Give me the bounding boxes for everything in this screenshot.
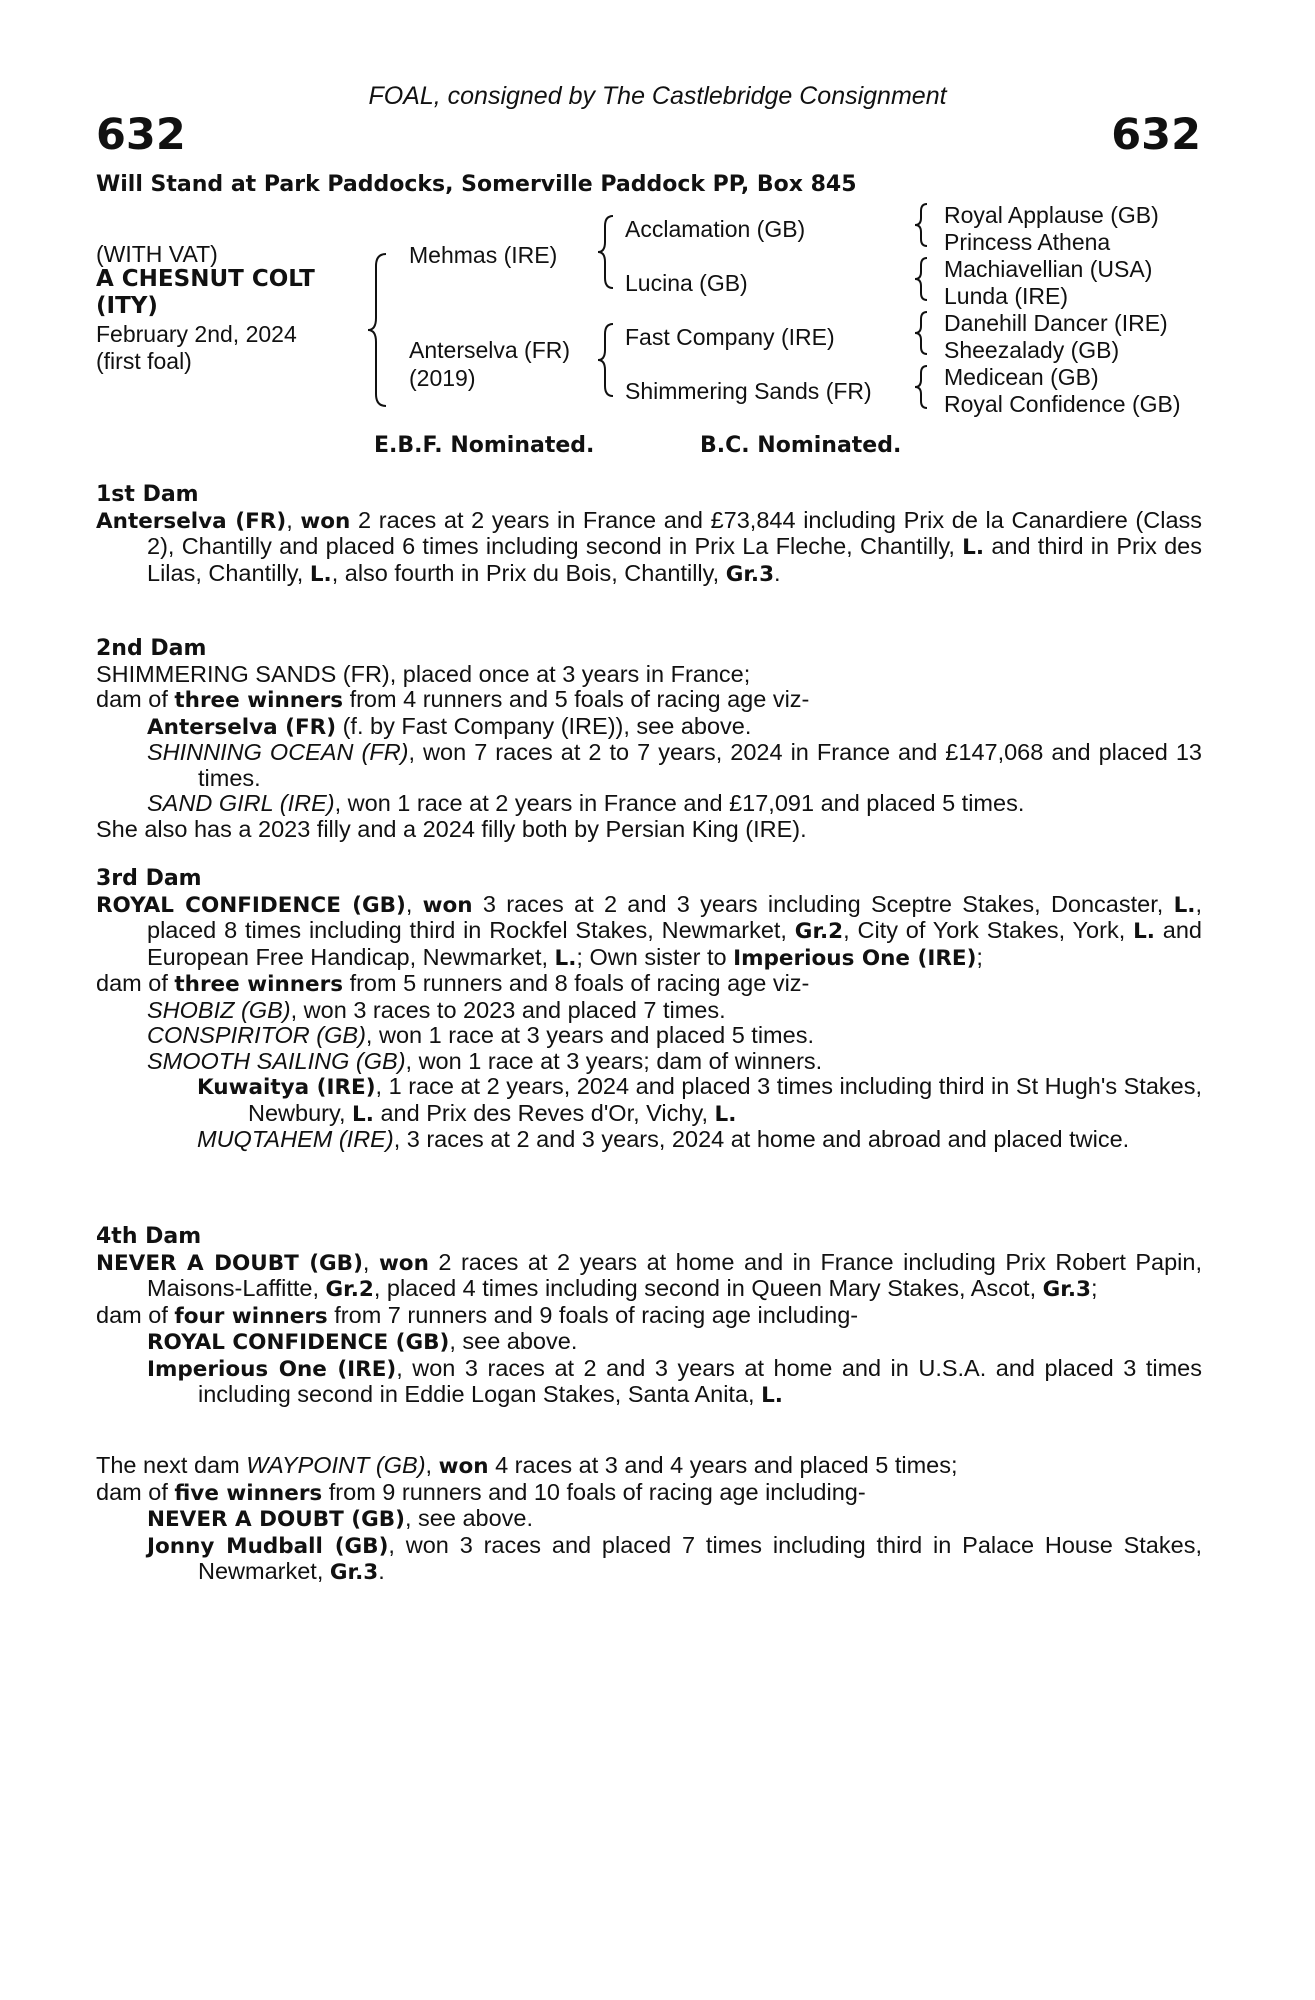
produce-entry: NEVER A DOUBT (GB), see above. [147,1505,534,1532]
produce-entry: SMOOTH SAILING (GB), won 1 race at 3 years; dam of winners. [147,1047,823,1074]
produce-entry: Imperious One (IRE), won 3 races at 2 and 3 years at home and in U.S.A. and placed 3 times including second in Eddie Logan Stakes, Santa Anita, L. [147,1354,1202,1408]
gen3-ancestor: Royal Confidence (GB) [944,391,1181,417]
produce-entry: SAND GIRL (IRE), won 1 race at 2 years in France and £17,091 and placed 5 times. [147,790,1025,816]
first-dam-section [96,482,1202,587]
ebf-nomination: E.B.F. Nominated. [374,433,595,458]
third-dam-section [96,866,1202,1153]
next-dam-section [96,1453,1202,1586]
second-dam-section [96,636,1202,842]
gen3-ancestor: Medicean (GB) [944,364,1099,390]
next-dam-produce-summary: dam of five winners from 9 runners and 10 foals of racing age including- [96,1478,866,1506]
produce-entry: Jonny Mudball (GB), won 3 races and placed 7 times including third in Palace House Stakes, Newmarket, Gr.3. [147,1531,1202,1585]
gen3-ancestor: Sheezalady (GB) [944,337,1120,363]
produce-entry: SHINNING OCEAN (FR), won 7 races at 2 to 7 years, 2024 in France and £147,068 and placed 13 times. [147,739,1202,791]
second-dam-heading: 2nd Dam [96,636,207,661]
gen3-ancestor: Machiavellian (USA) [944,256,1153,282]
lot-number-right: 632 [1111,110,1201,160]
gen3-ancestor: Princess Athena [944,229,1111,255]
fourth-dam-record: NEVER A DOUBT (GB), won 2 races at 2 years at home and in France including Prix Robert Papin, Maisons-Laffitte, Gr.2, placed 4 times including second in Queen Mary Stakes, Ascot, Gr.3; [96,1248,1202,1302]
fourth-dam-heading: 4th Dam [96,1224,202,1249]
foal-note: (first foal) [96,348,192,374]
lot-number-left: 632 [96,110,186,160]
second-dam-record: SHIMMERING SANDS (FR), placed once at 3 years in France; [96,660,751,687]
grand-produce-entry: Kuwaitya (IRE), 1 race at 2 years, 2024 and placed 3 times including third in St Hugh's Stakes, Newbury, L. and Prix des Reves d'Or, Vichy, L. [197,1073,1202,1127]
fourth-dam-produce-summary: dam of four winners from 7 runners and 9 foals of racing age including- [96,1301,859,1329]
bc-nomination: B.C. Nominated. [700,433,902,458]
colt-origin: (ITY) [96,293,158,319]
gen3-ancestor: Danehill Dancer (IRE) [944,310,1168,336]
sire-sire-name: Acclamation (GB) [625,216,806,242]
first-dam-record: Anterselva (FR), won 2 races at 2 years in France and £73,844 including Prix de la Canardiere (Class 2), Chantilly and placed 6 times including second in Prix La Fleche, Chantilly, L. and third in Prix des Lilas, Chantilly, L., also fourth in Prix du Bois, Chantilly, Gr.3. [96,506,1203,587]
dam-sire-name: Fast Company (IRE) [625,324,835,350]
gen3-ancestor: Lunda (IRE) [944,283,1069,309]
third-dam-produce-summary: dam of three winners from 5 runners and 8 foals of racing age viz- [96,970,810,997]
second-dam-produce-summary: dam of three winners from 4 runners and 5 foals of racing age viz- [96,686,810,713]
next-dam-record: The next dam WAYPOINT (GB), won 4 races at 3 and 4 years and placed 5 times; [96,1452,958,1479]
first-dam-heading: 1st Dam [96,482,199,507]
second-dam-additional-foals: She also has a 2023 filly and a 2024 filly both by Persian King (IRE). [96,815,807,842]
third-dam-record: ROYAL CONFIDENCE (GB), won 3 races at 2 and 3 years including Sceptre Stakes, Doncaster, L., placed 8 times including third in Rockfel Stakes, Newmarket, Gr.2, City of York Stakes, York, L. and European Free Handicap, Newmarket, L.; Own sister to Imperious One (IRE); [96,890,1202,971]
sire-name: Mehmas (IRE) [409,242,558,268]
dam-foaled-year: (2019) [409,365,476,391]
produce-entry: CONSPIRITOR (GB), won 1 race at 3 years and placed 5 times. [147,1022,814,1048]
standing-location: Will Stand at Park Paddocks, Somerville Paddock PP, Box 845 [96,172,857,197]
produce-entry: ROYAL CONFIDENCE (GB), see above. [147,1328,578,1355]
fourth-dam-section [96,1224,1202,1409]
grand-produce-entry: MUQTAHEM (IRE), 3 races at 2 and 3 years, 2024 at home and abroad and placed twice. [197,1126,1130,1152]
colt-description: A CHESNUT COLT [96,266,315,292]
sire-dam-name: Lucina (GB) [625,270,748,296]
foaling-date: February 2nd, 2024 [96,321,297,347]
dam-name: Anterselva (FR) [409,337,571,363]
produce-entry: Anterselva (FR) (f. by Fast Company (IRE)), see above. [147,712,752,740]
gen3-ancestor: Royal Applause (GB) [944,202,1159,228]
consignment-line: FOAL, consigned by The Castlebridge Consignment [368,82,947,110]
produce-entry: SHOBIZ (GB), won 3 races to 2023 and placed 7 times. [147,996,726,1023]
dam-dam-name: Shimmering Sands (FR) [625,378,872,404]
vat-note: (WITH VAT) [96,241,218,267]
third-dam-heading: 3rd Dam [96,866,202,891]
